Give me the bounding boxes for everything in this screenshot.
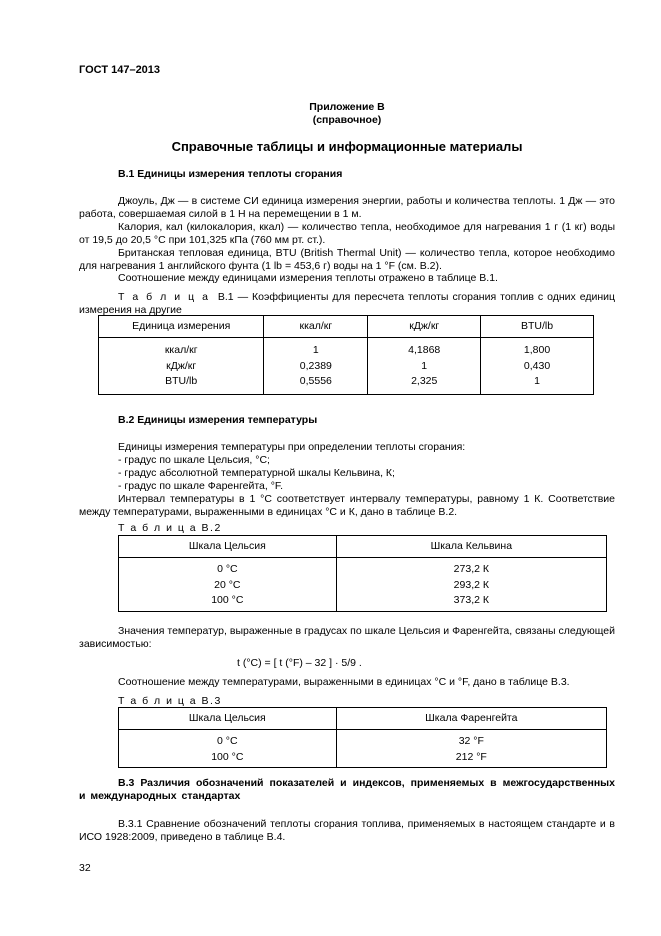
table-cell: 0 °C <box>217 563 238 575</box>
table-cell: 2,325 <box>411 375 438 387</box>
table-cell: кДж/кг <box>166 359 197 372</box>
section-b3-heading: В.3 Различия обозначений показателей и индексов, применяемых в межгосударственных и международных стандартах <box>79 777 615 802</box>
table-b2-header-celsius: Шкала Цельсия <box>119 536 337 558</box>
appendix-subtitle: (справочное) <box>312 114 382 126</box>
table-b3-caption: Т а б л и ц а В.3 <box>118 695 222 707</box>
section-b2-para-relation: Значения температур, выраженные в градусах по шкале Цельсия и Фаренгейта, связаны следующей зависимостью: <box>79 625 615 650</box>
table-cell: 4,1868 <box>408 344 441 356</box>
table-cell: 1,800 <box>523 344 551 356</box>
table-b1-caption-text: В.1 — Коэффициенты для пересчета теплоты сгорания топлив с одних единиц измерения на другие <box>79 291 615 316</box>
table-cell: 0,5556 <box>299 375 332 387</box>
table-cell: 1 <box>534 375 540 387</box>
table-b2-col-kelvin <box>336 558 606 612</box>
table-b3-col-celsius <box>119 730 337 768</box>
table-b1-header-kj: кДж/кг <box>368 316 481 338</box>
table-b2 <box>118 535 607 612</box>
section-b1-para-calorie: Калория, кал (килокалория, ккал) — количество тепла, необходимое для нагревания 1 г (1 кг) воды от 19,5 до 20,5 °С при 101,325 кПа (760 мм рт. ст.). <box>79 221 615 246</box>
temperature-unit-list <box>118 454 395 493</box>
section-b2-para-interval: Интервал температуры в 1 °С соответствует интервалу температуры, равному 1 К. Соответствие между температурами, выраженными в единицах °С и К, дано в таблице В.2. <box>79 493 615 518</box>
table-b1-caption <box>79 291 615 317</box>
list-item: - градус абсолютной температурной шкалы Кельвина, К; <box>118 467 395 479</box>
table-cell: 212 °F <box>455 750 487 763</box>
table-cell: 1 <box>421 359 428 372</box>
table-b3-col-fahrenheit <box>336 730 606 768</box>
table-b1 <box>98 315 594 395</box>
list-item: - градус по шкале Цельсия, °С; <box>118 454 270 466</box>
table-b1-col-btu <box>481 338 594 395</box>
section-b1-heading: В.1 Единицы измерения теплоты сгорания <box>118 168 343 180</box>
section-b1-para-btu: Британская тепловая единица, BTU (British Thermal Unit) — количество тепла, которое необходимо для нагревания 1 английского фунта (1 lb = 453,6 г) воды на 1 °F (см. В.2). <box>79 247 615 272</box>
table-b1-header-unit: Единица измерения <box>99 316 264 338</box>
section-b1-para-ratio: Соотношение между единицами измерения теплоты отражено в таблице В.1. <box>118 272 498 284</box>
list-item: - градус по шкале Фаренгейта, °F. <box>118 480 284 492</box>
table-cell: BTU/lb <box>165 375 198 387</box>
table-b1-col-kcal <box>264 338 368 395</box>
table-cell: 373,2 К <box>453 594 489 606</box>
table-cell: 100 °C <box>211 594 244 606</box>
main-title: Справочные таблицы и информационные материалы <box>171 139 523 154</box>
page-number: 32 <box>79 862 91 874</box>
table-b3 <box>118 707 607 768</box>
appendix-title: Приложение В <box>309 101 385 113</box>
temperature-formula: t (°C) = [ t (°F) – 32 ] · 5/9 . <box>237 657 362 669</box>
table-cell: 100 °C <box>211 750 244 763</box>
table-cell: 0,2389 <box>299 359 332 372</box>
table-b2-caption: Т а б л и ц а В.2 <box>118 522 222 534</box>
table-b1-col-unit <box>99 338 264 395</box>
table-b1-col-kj <box>368 338 481 395</box>
table-b1-header-btu: BTU/lb <box>481 316 594 338</box>
section-b2-heading: В.2 Единицы измерения температуры <box>118 414 318 426</box>
table-cell: 293,2 К <box>453 578 489 591</box>
table-cell: ккал/кг <box>164 344 198 356</box>
table-cell: 0 °C <box>217 735 238 747</box>
table-cell: 1 <box>312 344 319 356</box>
table-b1-header-kcal: ккал/кг <box>264 316 368 338</box>
table-cell: 273,2 К <box>453 563 489 575</box>
table-b3-header-celsius: Шкала Цельсия <box>119 708 337 730</box>
table-b1-caption-label: Т а б л и ц а <box>118 291 210 303</box>
section-b3-para: В.3.1 Сравнение обозначений теплоты сгорания топлива, применяемых в настоящем стандарте и в ИСО 1928:2009, приведено в таблице В.4. <box>79 818 615 843</box>
section-b1-para-joule: Джоуль, Дж — в системе СИ единица измерения энергии, работы и количества теплоты. 1 Дж — это работа, совершаемая силой в 1 Н на перемещении в 1 м. <box>79 195 615 220</box>
table-cell: 32 °F <box>458 735 484 747</box>
table-cell: 20 °C <box>214 578 241 591</box>
table-cell: 0,430 <box>523 359 551 372</box>
table-b3-header-fahrenheit: Шкала Фаренгейта <box>336 708 606 730</box>
section-b2-para-table3: Соотношение между температурами, выраженными в единицах °С и °F, дано в таблице В.3. <box>118 676 570 688</box>
section-b2-intro: Единицы измерения температуры при определении теплоты сгорания: <box>118 441 466 453</box>
table-b2-header-kelvin: Шкала Кельвина <box>336 536 606 558</box>
table-b2-col-celsius <box>119 558 337 612</box>
doc-code: ГОСТ 147–2013 <box>79 64 161 76</box>
